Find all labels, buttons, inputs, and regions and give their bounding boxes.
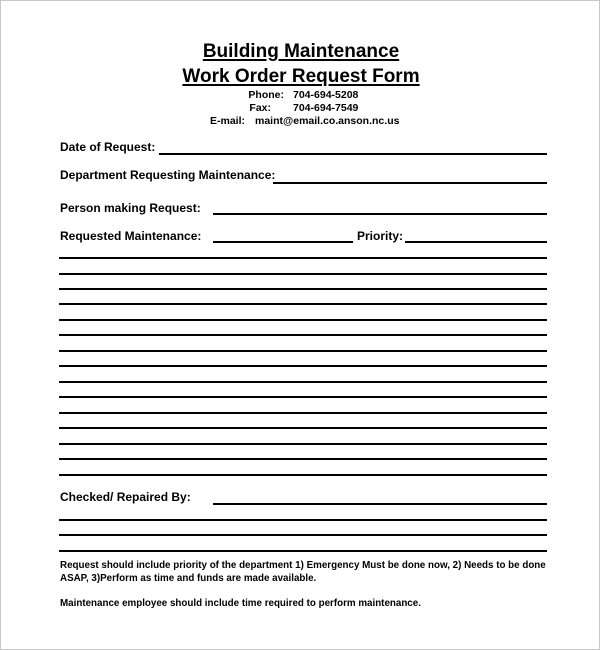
- form-title-line2: Work Order Request Form: [182, 66, 420, 87]
- description-line[interactable]: [59, 396, 547, 398]
- priority-line[interactable]: [405, 241, 547, 243]
- time-note: Maintenance employee should include time required to perform maintenance.: [60, 598, 421, 609]
- email-label: E-mail:: [209, 115, 245, 127]
- requested-maintenance-label: Requested Maintenance:: [60, 229, 202, 243]
- checked-repaired-extra-line[interactable]: [59, 534, 547, 536]
- checked-repaired-label: Checked/ Repaired By:: [60, 490, 191, 504]
- description-line[interactable]: [59, 288, 547, 290]
- date-of-request-line[interactable]: [159, 153, 547, 155]
- date-of-request-label: Date of Request:: [60, 140, 156, 154]
- phone-value: 704-694-5208: [293, 89, 359, 101]
- fax-value: 704-694-7549: [293, 102, 359, 114]
- checked-repaired-line[interactable]: [213, 503, 547, 505]
- description-line[interactable]: [59, 381, 547, 383]
- description-line[interactable]: [59, 334, 547, 336]
- description-line[interactable]: [59, 273, 547, 275]
- phone-label: Phone:: [248, 89, 284, 101]
- description-line[interactable]: [59, 303, 547, 305]
- description-line[interactable]: [59, 257, 547, 259]
- form-title-line1: Building Maintenance: [202, 41, 400, 62]
- person-line[interactable]: [213, 213, 547, 215]
- description-line[interactable]: [59, 319, 547, 321]
- department-line[interactable]: [273, 182, 547, 184]
- checked-repaired-extra-line[interactable]: [59, 519, 547, 521]
- description-line[interactable]: [59, 365, 547, 367]
- fax-label: Fax:: [249, 102, 271, 114]
- description-line[interactable]: [59, 412, 547, 414]
- email-value: maint@email.co.anson.nc.us: [255, 115, 400, 127]
- requested-maintenance-line[interactable]: [213, 241, 353, 243]
- description-line[interactable]: [59, 427, 547, 429]
- description-line[interactable]: [59, 443, 547, 445]
- checked-repaired-extra-line[interactable]: [59, 550, 547, 552]
- person-label: Person making Request:: [60, 201, 201, 215]
- priority-note: Request should include priority of the department 1) Emergency Must be done now, 2) Needs to be done ASAP, 3)Perform as time and funds are made available.: [60, 560, 546, 584]
- description-line[interactable]: [59, 474, 547, 476]
- department-label: Department Requesting Maintenance:: [60, 168, 276, 182]
- description-line[interactable]: [59, 458, 547, 460]
- description-line[interactable]: [59, 350, 547, 352]
- priority-label: Priority:: [357, 229, 404, 243]
